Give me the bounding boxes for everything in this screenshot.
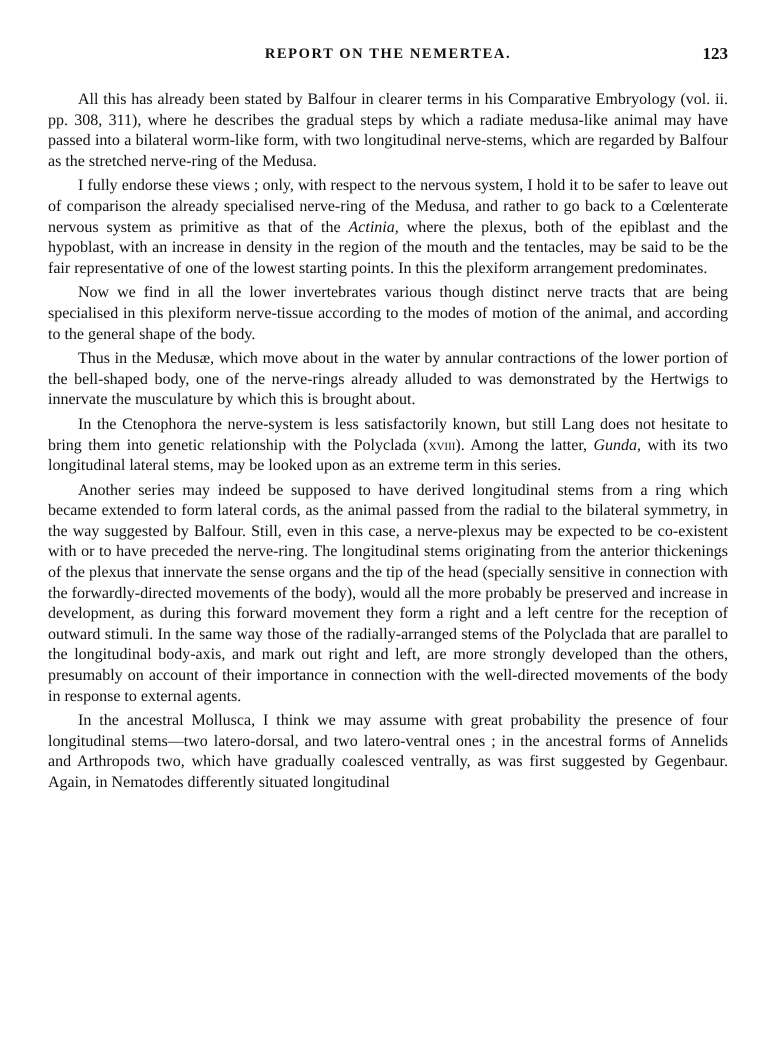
running-title: REPORT ON THE NEMERTEA.: [264, 46, 512, 62]
paragraph-medusae: [48, 349, 728, 411]
paragraph-text: In the ancestral Mollusca, I think we may assume with great probability the presence of four longitudinal stems—two latero-dorsal, and two latero-ventral ones ; in the ancestral forms of Annelids and Arthropods two, which have gradually coalesced ventrally, as was first suggested by Gegenbaur. Again, in Nematodes differently situated longitudinal: [48, 712, 728, 791]
paragraph-text: ). Among the latter,: [455, 436, 594, 454]
taxon-name-gunda: Gunda,: [593, 436, 642, 454]
paragraph-text: In the Ctenophora the nerve-system is less satisfactorily known, but still Lang does not hesitate to bring them into genetic relationship with the Polyclada (: [48, 415, 728, 454]
reference-number: xviii: [428, 436, 456, 454]
paragraph-text: Thus in the Medusæ, which move about in the water by annular contractions of the lower portion of the bell-shaped body, one of the nerve-rings already alluded to was demonstrated by the Hertwigs to innervate the musculature by which this is brought about.: [48, 350, 728, 409]
paragraph-balfour-embryology: [48, 90, 728, 172]
paragraph-longitudinal-stems: [48, 481, 728, 708]
paragraph-lower-invertebrates: [48, 283, 728, 345]
paragraph-text: where the plexus, both of the epiblast and the hypoblast, with an increase in density in the region of the mouth and the tentacles, may be said to be the fair representative of one of the lowest starting points. In this the plexiform arrangement predominates.: [48, 218, 729, 277]
paragraph-text: All this has already been stated by Balfour in clearer terms in his Comparative Embryology (vol. ii. pp. 308, 311), where he describes the gradual steps by which a radiate medusa-like animal may have passed into a bilateral worm-like form, with two longitudinal nerve-stems, which are regarded by Balfour as the stretched nerve-ring of the Medusa.: [48, 91, 728, 170]
paragraph-text: Another series may indeed be supposed to have derived longitudinal stems from a ring which became extended to form lateral cords, as the animal passed from the radial to the bilateral symmetry, in the way suggested by Balfour. Still, even in this case, a nerve-plexus may be expected to be co-existent with or to have preceded the nerve-ring. The longitudinal stems originating from the anterior thickenings of the plexus that innervate the sense organs and the tip of the head (specially sensitive in connection with the forwardly-directed movements of the body), would all the more probably be preserved and increase in development, as during this forward movement they form a right and a left centre for the reception of outward stimuli. In the same way those of the radially-arranged stems of the Polyclada that are parallel to the longitudinal body-axis, and mark out right and left, are more strongly developed than the others, presumably on account of their importance in connection with the well-directed movements of the body in response to external agents.: [48, 481, 728, 705]
paragraph-ctenophora: [48, 415, 728, 477]
paragraph-text: Now we find in all the lower invertebrates various though distinct nerve tracts that are being specialised in this plexiform nerve-tissue according to the modes of motion of the animal, and according to the general shape of the body.: [48, 284, 728, 343]
paragraph-ancestral-mollusca: [48, 711, 728, 793]
paragraph-coelenterate-nervous-system: [48, 176, 728, 279]
taxon-name-actinia: Actinia,: [348, 218, 399, 236]
running-head: [48, 44, 728, 70]
paragraph-text: I fully endorse these views ; only, with respect to the nervous system, I hold it to be safer to leave out of comparison the already specialised nerve-ring of the Medusa, and rather to go back to a Cœlenterate nervous system as primitive as that of the: [48, 177, 728, 236]
book-page: [48, 44, 728, 794]
paragraph-text: with its two longitudinal lateral stems, may be looked upon as an extreme term in this series.: [48, 436, 729, 475]
page-number: 123: [702, 44, 728, 63]
body-text: [48, 90, 728, 794]
